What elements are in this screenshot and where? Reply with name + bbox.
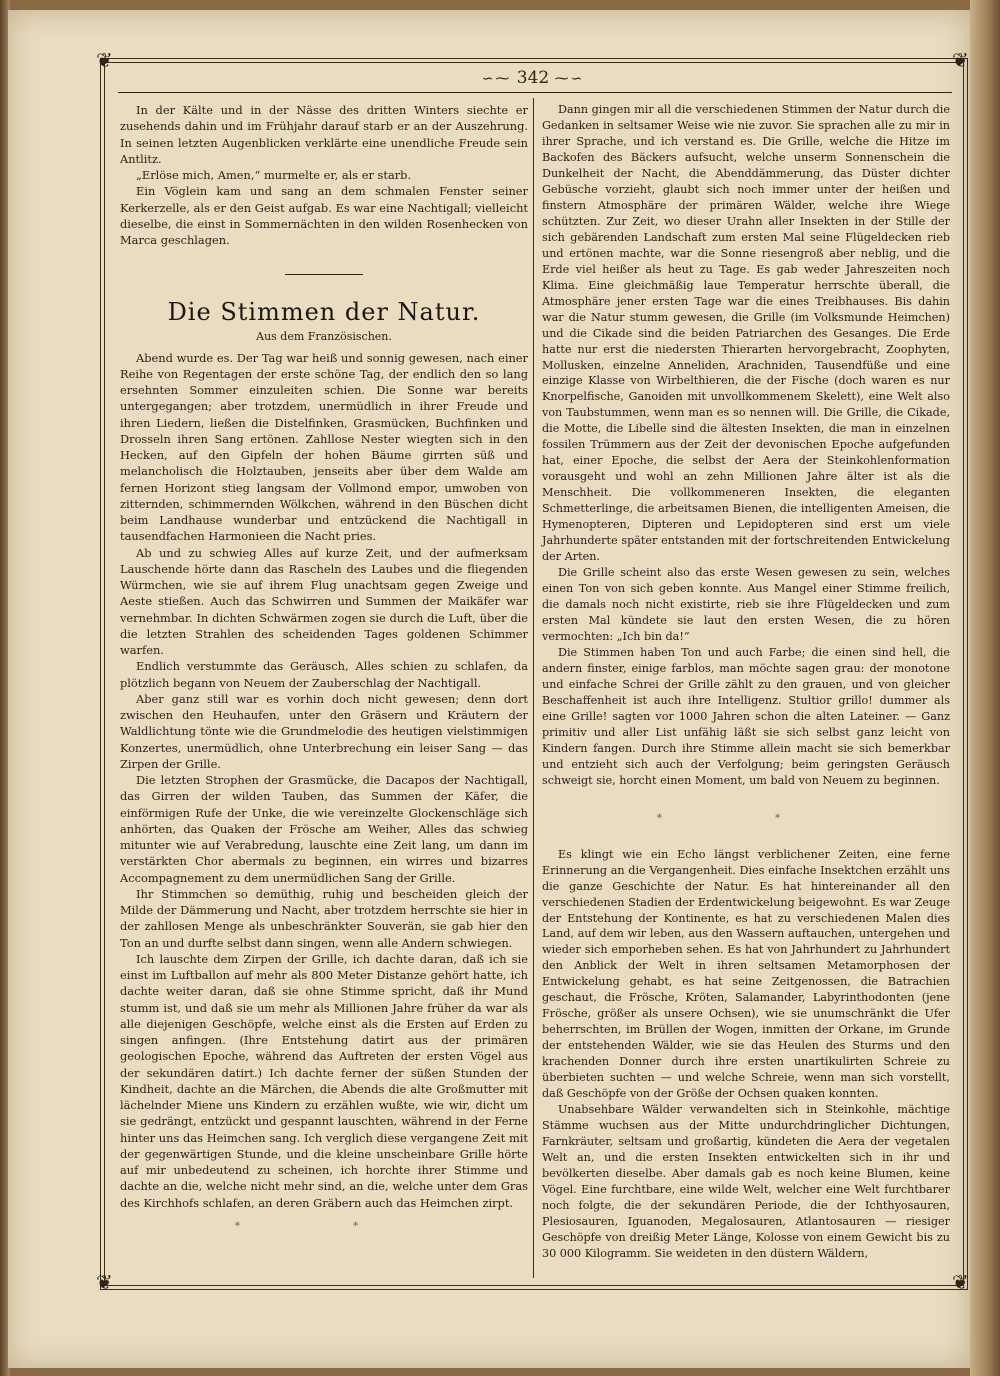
header-ornament-right-icon: ⁓∽ (554, 71, 585, 87)
left-column (120, 102, 528, 1243)
corner-ornament-top-right: ❦ (952, 48, 969, 72)
section-stars: * * (656, 812, 836, 824)
article-title: Die Stimmen der Natur. (167, 298, 481, 327)
body-paragraph: Dann gingen mir all die verschiedenen Stimmen der Natur durch die Gedanken in seltsamer Weise wie nie zuvor. Sie sprachen alle zu mir in ihrer Sprache, und ich verstand es. Die Grille, welche die Hitze im Backofen des Bäckers aufsucht, welche unserm Sonnenschein die Dunkelheit der Nacht, die Abenddämmerung, das Düster dichter Gebüsche vorzieht, glaubt sich noch immer unter der heißen und finstern Atmosphäre der primären Wälder, welche ihre Wiege schützten. Zur Zeit, wo dieser Urahn aller Insekten in der Stille der sich gebärenden Landschaft zum ersten Mal seine Flügeldecken rieb und ertönen machte, war die Sonne riesengroß aber neblig, und die Erde viel heißer als heut zu Tage. Es gab weder Jahreszeiten noch Klima. Eine gleichmäßig laue Temperatur herrschte überall, die Atmosphäre jener ersten Tage war die eines Treibhauses. Bis dahin war die Natur stumm gewesen, die Grille (im Volksmunde Heimchen) und die Cikade sind die beiden Patriarchen des Gesanges. Die Erde hatte nur erst die niedersten Thierarten hervorgebracht, Zoophyten, Mollusken, einzelne Anneliden, Arachniden, Tausendfüße und eine einzige Klasse von Wirbelthieren, die der Fische (doch waren es nur Knorpelfische, Ganoiden mit unvollkommenem Skelett), eine Welt also von Taubstummen, wenn man es so nennen will. Die Grille, die Cikade, die Motte, die Libelle sind die ältesten Insekten, die man in einzelnen fossilen Trümmern aus der Zeit der devonischen Epoche aufgefunden hat, einer Epoche, die selbst der Aera der Steinkohlenformation vorausgeht und wohl an zehn Millionen Jahre älter ist als die Menschheit. Die vollkommeneren Insekten, die eleganten Schmetterlinge, die arbeitsamen Bienen, die intelligenten Ameisen, die Hymenopteren, Dipteren und Lepidopteren sind erst um viele Jahrhunderte später entstanden mit der fortschreitenden Entwickelung der Arten. (542, 103, 950, 564)
header-rule (118, 92, 952, 93)
body-paragraph: Aber ganz still war es vorhin doch nicht gewesen; denn dort zwischen den Heuhaufen, unter den Gräsern und Kräutern der Waldlichtung tönte wie die Grundmelodie des heutigen vielstimmigen Konzertes, unermüdlich, ohne Unterbrechung ein leiser Sang — das Zirpen der Grille. (120, 691, 528, 771)
page-number: 342 (516, 68, 550, 88)
article-subtitle: Aus dem Französischen. (256, 330, 392, 344)
right-column (542, 102, 950, 1262)
body-paragraph: Abend wurde es. Der Tag war heiß und sonnig gewesen, nach einer Reihe von Regentagen der erste schöne Tag, der endlich den so lang ersehnten Sommer einzuleiten schien. Die Sonne war bereits untergegangen; aber trotzdem, unermüdlich in ihrer Freude und ihren Liedern, ließen die Distelfinken, Grasmücken, Buchfinken und Drosseln ihren Sang ertönen. Zahllose Nester wiegten sich in den Hecken, auf den Gipfeln der hohen Bäume girrten süß und melancholisch die Holztauben, jenseits aber über dem Walde am fernen Horizont stieg langsam der Vollmond empor, umwoben von zitternden, schimmernden Wölkchen, während in den Büschen dicht beim Landhause wunderbar und entzückend die Nachtigall in tausendfachen Harmonieen die Nacht pries. (120, 350, 528, 544)
body-paragraph: Die Stimmen haben Ton und auch Farbe; die einen sind hell, die andern finster, einige farblos, man möchte sagen grau: der monotone und einfache Schrei der Grille zählt zu den grauen, und von gleicher Beschaffenheit ist auch ihre Intelligenz. Stultior grillo! dummer als eine Grille! sagten vor 1000 Jahren schon die alten Lateiner. — Ganz primitiv und aller List unfähig läßt sie sich selbst ganz leicht von Kindern fangen. Durch ihre Stimme allein macht sie sich bemerkbar und entzieht sich auch der Verfolgung; beim geringsten Geräusch schweigt sie, horcht einen Moment, um bald von Neuem zu beginnen. (542, 645, 950, 787)
body-paragraph: Ich lauschte dem Zirpen der Grille, ich dachte daran, daß ich sie einst im Luftballon auf mehr als 800 Meter Distanze gehört hatte, ich dachte weiter daran, daß sie ohne Stimme spricht, daß ihr Mund stumm ist, und daß sie um mehr als Millionen Jahre früher da war als alle diejenigen Geschöpfe, welche einst als die Ersten auf Erden zu singen anfingen. (Ihre Entstehung datirt aus der primären geologischen Epoche, während das Auftreten der ersten Vögel aus der sekundären datirt.) Ich dachte ferner der süßen Stunden der Kindheit, dachte an die Märchen, die Abends die alte Großmutter mit lächelnder Miene uns Kindern zu erzählen wußte, wie wir, dicht um sie gedrängt, entzückt und gespannt lauschten, während in der Ferne hinter uns das Heimchen sang. Ich verglich diese vergangene Zeit mit der gegenwärtigen Stunde, und die kleine unscheinbare Grille hörte auf mir unbedeutend zu scheinen, ich horchte ihrer Stimme und dachte an die, welche nicht mehr sind, an die, welche unter dem Gras des Kirchhofs schlafen, an deren Gräbern auch das Heimchen zirpt. (120, 951, 528, 1210)
body-paragraph: Die Grille scheint also das erste Wesen gewesen zu sein, welches einen Ton von sich geben konnte. Aus Mangel einer Stimme freilich, die damals noch nicht existirte, rieb sie ihre Flügeldecken und zum ersten Mal kündete sie laut den ersten Wesen, die zu hören vermochten: „Ich bin da!“ (542, 566, 950, 643)
body-paragraph: Ihr Stimmchen so demüthig, ruhig und bescheiden gleich der Milde der Dämmerung und Nacht, aber trotzdem herrschte sie hier in der zahllosen Menge als unbeschränkter Souverän, sie gab hier den Ton an und durfte selbst dann singen, wenn alle Andern schwiegen. (120, 886, 528, 950)
section-divider (285, 274, 363, 275)
page-header (100, 68, 966, 88)
intro-paragraph: Ein Vöglein kam und sang an dem schmalen Fenster seiner Kerkerzelle, als er den Geist aufgab. Es war eine Nachtigall; vielleicht dieselbe, die einst in Sommernächten in den wilden Rosenhecken von Marca geschlagen. (120, 184, 528, 247)
body-paragraph: Die letzten Strophen der Grasmücke, die Dacapos der Nachtigall, das Girren der wilden Tauben, das Summen der Käfer, die einförmigen Rufe der Unke, die wie vereinzelte Glockenschläge sich anhörten, das Quaken der Frösche am Weiher, Alles das schwieg mitunter wie auf Verabredung, lauschte eine Zeit lang, um dann im verstärkten Chor abermals zu beginnen, ein wirres und bizarres Accompagnement zu dem unermüdlichen Sang der Grille. (120, 773, 528, 885)
page-right-edge (970, 0, 1000, 1376)
body-paragraph: Endlich verstummte das Geräusch, Alles schien zu schlafen, da plötzlich begann von Neuem der Zauberschlag der Nachtigall. (120, 659, 528, 690)
body-paragraph: Unabsehbare Wälder verwandelten sich in Steinkohle, mächtige Stämme wuchsen aus der Mitte undurchdringlicher Dichtungen, Farnkräuter, seltsam und großartig, kündeten die Aera der vegetalen Welt an, und die ersten Insekten entwickelten sich in ihr und bevölkerten dieselbe. Aber damals gab es noch keine Blumen, keine Vögel. Eine furchtbare, eine wilde Welt, welcher eine Welt furchtbarer noch folgte, die der sekundären Periode, die der Ichthyosauren, Plesiosauren, Iguanoden, Megalosauren, Atlantosauren — riesiger Geschöpfe von dreißig Meter Länge, Kolosse von einem Gewicht bis zu 30 000 Kilogramm. Sie weideten in den düstern Wäldern, (542, 1103, 950, 1260)
intro-paragraph: In der Kälte und in der Nässe des dritten Winters siechte er zusehends dahin und im Frühjahr darauf starb er an der Auszehrung. In seinen letzten Augenblicken verklärte eine unendliche Freude sein Antlitz. (120, 103, 528, 166)
corner-ornament-top-left: ❦ (96, 48, 113, 72)
column-divider (533, 98, 534, 1278)
body-paragraph: Ab und zu schwieg Alles auf kurze Zeit, und der aufmerksam Lauschende hörte dann das Rascheln des Laubes und die fliegenden Würmchen, wie sie auf ihrem Flug unachtsam gegen Zweige und Aeste stießen. Auch das Schwirren und Summen der Maikäfer war vernehmbar. In dichten Schwärmen zogen sie durch die Luft, über die die letzten Strahlen des scheidenden Tages goldenen Schimmer warfen. (120, 545, 528, 657)
intro-paragraph: „Erlöse mich, Amen,“ murmelte er, als er starb. (136, 168, 412, 182)
body-paragraph: Es klingt wie ein Echo längst verblichener Zeiten, eine ferne Erinnerung an die Vergangenheit. Dies einfache Insektchen erzählt uns die ganze Geschichte der Natur. Es hat hintereinander all den verschiedenen Stadien der Erdentwickelung beigewohnt. Es war Zeuge der Entstehung der Kontinente, es hat zu verschiedenen Malen dies Land, auf dem wir leben, aus den Wassern auftauchen, untergehen und wieder sich emporheben sehen. Es hat von Jahrhundert zu Jahrhundert den Anblick der Welt in ihren seltsamen Metamorphosen der Entwickelung gehabt, es hat seine Zeitgenossen, die Batrachien geschaut, die Frösche, Kröten, Salamander, Labyrinthodonten (jene Frösche, größer als unsere Ochsen), wie sie unumschränkt die Ufer beherrschten, im Brüllen der Wogen, inmitten der Orkane, im Grunde der entstehenden Wälder, wie sie das Heulen des Sturms und den krachenden Donner durch ihre ersten unartikulirten Schreie zu überbieten suchten — und welche Schreie, wenn man sich vorstellt, daß Geschöpfe von der Größe der Ochsen quaken konnten. (542, 847, 950, 1101)
section-stars: * * (234, 1220, 414, 1232)
corner-ornament-bottom-left: ❦ (96, 1270, 113, 1294)
corner-ornament-bottom-right: ❦ (952, 1270, 969, 1294)
header-ornament-left-icon: ∽⁓ (481, 71, 512, 87)
